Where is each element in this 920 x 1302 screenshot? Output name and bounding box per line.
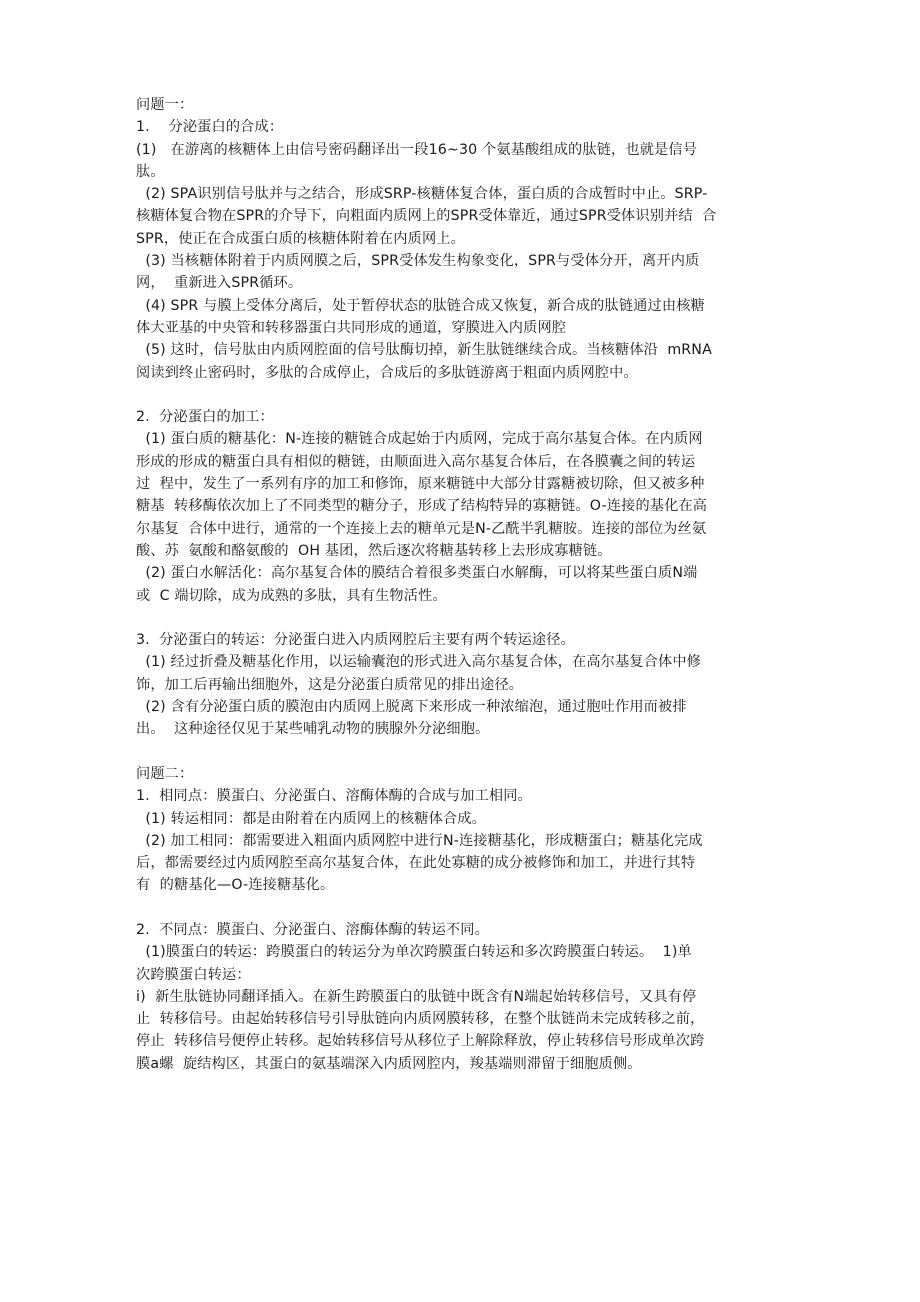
- paragraph-line: 出。 这种途径仅见于某些哺乳动物的胰腺外分泌细胞。: [136, 721, 490, 738]
- paragraph-line: (2) 蛋白水解活化：高尔基复合体的膜结合着很多类蛋白水解酶，可以将某些蛋白质N端: [136, 565, 698, 582]
- paragraph-line: 后，都需要经过内质网腔至高尔基复合体，在此处寡糖的成分被修饰和加工，并进行其特: [136, 855, 696, 872]
- paragraph-line: 停止 转移信号便停止转移。起始转移信号从移位子上解除释放，停止转移信号形成单次跨: [136, 1033, 705, 1050]
- paragraph-line: 阅读到终止密码时，多肽的合成停止，合成后的多肽链游离于粗面内质网腔中。: [136, 364, 638, 381]
- paragraph-line: (3) 当核糖体附着于内质网膜之后，SPR受体发生构象变化，SPR与受体分开，离开内质: [136, 253, 700, 270]
- paragraph-line: (1) 蛋白质的糖基化：N-连接的糖链合成起始于内质网，完成于高尔基复合体。在内质网: [136, 431, 703, 448]
- section-heading: 3. 分泌蛋白的转运：分泌蛋白进入内质网腔后主要有两个转运途径。: [136, 632, 575, 649]
- question-2-heading: 问题二：: [136, 765, 194, 782]
- paragraph-line: i) 新生肽链协同翻译插入。在新生跨膜蛋白的肽链中既含有N端起始转移信号，又具有停: [136, 988, 697, 1005]
- paragraph-line: SPR，使正在合成蛋白质的核糖体附着在内质网上。: [136, 230, 465, 247]
- paragraph-line: (2) 加工相同：都需要进入粗面内质网腔中进行N-连接糖基化，形成糖蛋白；糖基化完成: [136, 832, 703, 849]
- section-heading: 1. 分泌蛋白的合成：: [136, 119, 284, 136]
- paragraph-line: 糖基 转移酶依次加上了不同类型的糖分子，形成了结构特异的寡糖链。O-连接的基化在高: [136, 498, 708, 515]
- paragraph-line: (2) 含有分泌蛋白质的膜泡由内质网上脱离下来形成一种浓缩泡，通过胞吐作用而被排: [136, 699, 687, 716]
- paragraph-line: 肽。: [136, 163, 165, 180]
- paragraph-line: (1) 转运相同：都是由附着在内质网上的核糖体合成。: [136, 810, 486, 827]
- question-1-heading: 问题一：: [136, 97, 194, 113]
- paragraph-line: 网， 重新进入SPR循环。: [136, 275, 303, 292]
- paragraph-line: 形成的形成的糖蛋白具有相似的糖链，由顺面进入高尔基复合体后，在各膜囊之间的转运: [136, 453, 696, 470]
- paragraph-line: 核糖体复合物在SPR的介导下，向粗面内质网上的SPR受体靠近，通过SPR受体识别并结 合: [136, 208, 717, 225]
- paragraph-line: 膜a螺 旋结构区，其蛋白的氨基端深入内质网腔内，羧基端则滞留于细胞质侧。: [136, 1055, 642, 1072]
- paragraph-line: 体大亚基的中央管和转移器蛋白共同形成的通道，穿膜进入内质网腔: [136, 319, 567, 336]
- document-page: [136, 94, 796, 1075]
- paragraph-gap: [136, 741, 796, 763]
- paragraph-gap: [136, 384, 796, 406]
- paragraph-line: (1)膜蛋白的转运：跨膜蛋白的转运分为单次跨膜蛋白转运和多次跨膜蛋白转运。 1)单: [136, 944, 692, 961]
- paragraph-line: 或 C 端切除，成为成熟的多肽，具有生物活性。: [136, 587, 447, 604]
- paragraph-line: 饰，加工后再输出细胞外，这是分泌蛋白质常见的排出途径。: [136, 676, 524, 693]
- paragraph-line: (4) SPR 与膜上受体分离后，处于暂停状态的肽链合成又恢复，新合成的肽链通过由核糖: [136, 297, 705, 314]
- paragraph-line: (2) SPA识别信号肽并与之结合，形成SRP-核糖体复合体，蛋白质的合成暂时中止。SRP-: [136, 186, 708, 203]
- paragraph-line: (1) 经过折叠及糖基化作用，以运输囊泡的形式进入高尔基复合体，在高尔基复合体中修: [136, 654, 702, 671]
- section-heading: 1. 相同点：膜蛋白、分泌蛋白、溶酶体酶的合成与加工相同。: [136, 788, 532, 805]
- paragraph-line: 止 转移信号。由起始转移信号引导肽链向内质网膜转移，在整个肽链尚未完成转移之前，: [136, 1011, 705, 1028]
- paragraph-line: 有 的糖基化—O-连接糖基化。: [136, 877, 335, 894]
- section-heading: 2. 不同点：膜蛋白、分泌蛋白、溶酶体酶的转运不同。: [136, 921, 489, 938]
- paragraph-line: 过 程中，发生了一系列有序的加工和修饰，原来糖链中大部分甘露糖被切除，但又被多种: [136, 476, 705, 493]
- section-heading: 2. 分泌蛋白的加工：: [136, 409, 274, 426]
- paragraph-gap: [136, 897, 796, 919]
- paragraph-line: (1) 在游离的核糖体上由信号密码翻译出一段16~30 个氨基酸组成的肽链，也就是信号: [136, 141, 698, 158]
- paragraph-line: 酸、苏 氨酸和酪氨酸的 OH 基团，然后逐次将糖基转移上去形成寡糖链。: [136, 542, 612, 559]
- paragraph-gap: [136, 607, 796, 629]
- paragraph-line: 次跨膜蛋白转运：: [136, 966, 251, 983]
- paragraph-line: (5) 这时，信号肽由内质网腔面的信号肽酶切掉，新生肽链继续合成。当核糖体沿 mRNA: [136, 342, 712, 359]
- paragraph-line: 尔基复 合体中进行，通常的一个连接上去的糖单元是N-乙酰半乳糖胺。连接的部位为丝氨: [136, 520, 707, 537]
